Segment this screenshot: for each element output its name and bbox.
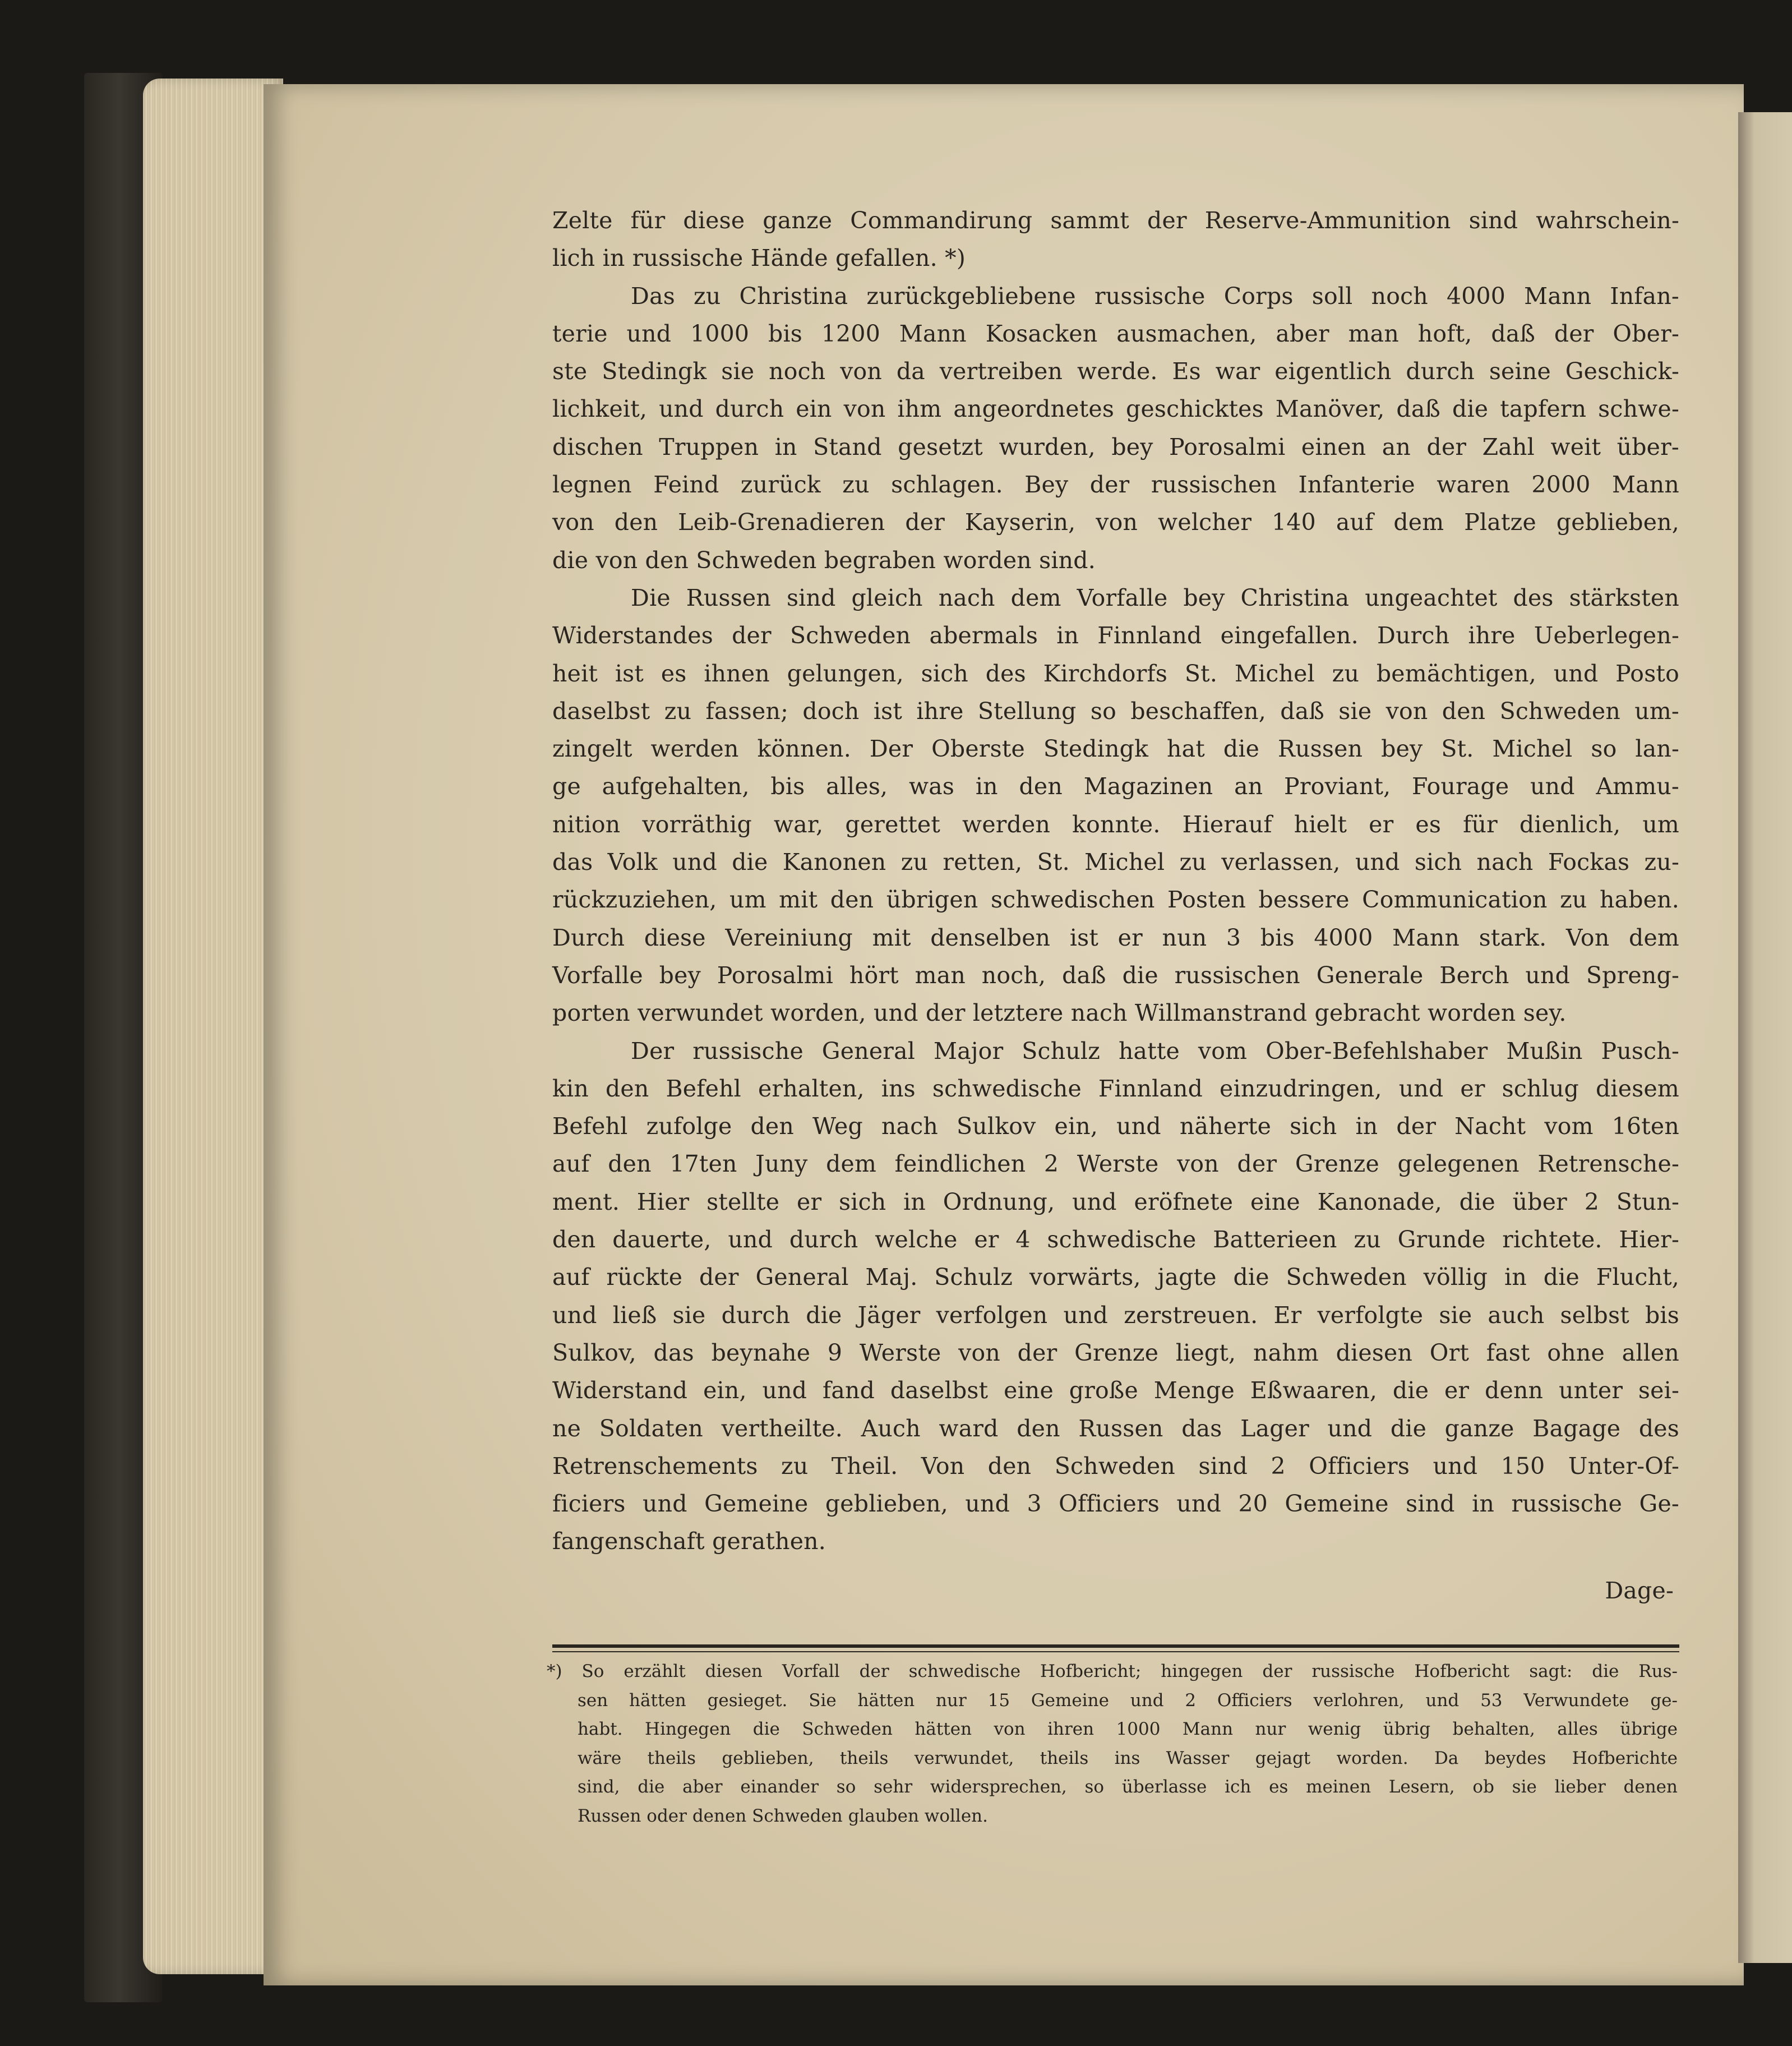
- text-line: dischen Truppen in Stand gesetzt wurden, bey Porosalmi einen an der Zahl weit über-: [552, 433, 1679, 460]
- footnote-line: sind, die aber einander so sehr widersprechen, so überlasse ich es meinen Lesern, ob sie lieber denen: [578, 1777, 1678, 1797]
- text-line: Das zu Christina zurückgebliebene russische Corps soll noch 4000 Mann Infan-: [631, 282, 1679, 310]
- text-line: den dauerte, und durch welche er 4 schwedische Batterieen zu Grunde richtete. Hier-: [552, 1226, 1679, 1254]
- text-line: ge aufgehalten, bis alles, was in den Magazinen an Proviant, Fourage und Ammu-: [552, 773, 1679, 800]
- text-line: ment. Hier stellte er sich in Ordnung, und eröfnete eine Kanonade, die über 2 Stun-: [552, 1188, 1679, 1215]
- text-line: porten verwundet worden, und der letztere nach Willmanstrand gebracht worden sey.: [552, 999, 1567, 1027]
- text-line: rückzuziehen, um mit den übrigen schwedischen Posten bessere Communication zu haben.: [552, 886, 1679, 914]
- text-line: Sulkov, das beynahe 9 Werste von der Grenze liegt, nahm diesen Ort fast ohne allen: [552, 1339, 1679, 1366]
- text-line: von den Leib-Grenadieren der Kayserin, von welcher 140 auf dem Platze geblieben,: [552, 509, 1679, 536]
- text-line: auf den 17ten Juny dem feindlichen 2 Werste von der Grenze gelegenen Retrensche-: [552, 1150, 1679, 1178]
- text-line: Widerstand ein, und fand daselbst eine große Menge Eßwaaren, die er denn unter sei-: [552, 1377, 1679, 1404]
- text-line: Durch diese Vereiniung mit denselben ist er nun 3 bis 4000 Mann stark. Von dem: [552, 924, 1679, 951]
- facing-page: [1738, 112, 1792, 1963]
- text-line: auf rückte der General Maj. Schulz vorwärts, jagte die Schweden völlig in die Flucht,: [552, 1264, 1679, 1291]
- text-line: Befehl zufolge den Weg nach Sulkov ein, und näherte sich in der Nacht vom 16ten: [552, 1113, 1679, 1140]
- text-line: Der russische General Major Schulz hatte vom Ober-Befehlshaber Mußin Pusch-: [631, 1037, 1679, 1065]
- text-line: legnen Feind zurück zu schlagen. Bey der russischen Infanterie waren 2000 Mann: [552, 471, 1679, 499]
- footnote-line: habt. Hingegen die Schweden hätten von ihren 1000 Mann nur wenig übrig behalten, alles übrige: [578, 1719, 1678, 1739]
- text-line: Die Russen sind gleich nach dem Vorfalle bey Christina ungeachtet des stärksten: [631, 584, 1679, 611]
- text-line: Retrenschements zu Theil. Von den Schweden sind 2 Officiers und 150 Unter-Of-: [552, 1452, 1679, 1480]
- text-line: Zelte für diese ganze Commandirung sammt der Reserve-Ammunition sind wahrschein-: [552, 207, 1679, 234]
- text-line: ne Soldaten vertheilte. Auch ward den Russen das Lager und die ganze Bagage des: [552, 1414, 1679, 1442]
- body-text: [552, 202, 1679, 1610]
- text-line: lich in russische Hände gefallen. *): [552, 245, 966, 272]
- text-line: kin den Befehl erhalten, ins schwedische Finnland einzudringen, und er schlug diesem: [552, 1075, 1679, 1102]
- footnote-line: wäre theils geblieben, theils verwundet, theils ins Wasser gejagt worden. Da beydes Hofberichte: [578, 1748, 1678, 1768]
- text-line: ste Stedingk sie noch von da vertreiben werde. Es war eigentlich durch seine Geschick-: [552, 358, 1679, 385]
- text-line: nition vorräthig war, gerettet werden konnte. Hierauf hielt er es für dienlich, um: [552, 810, 1679, 838]
- text-line: daselbst zu fassen; doch ist ihre Stellung so beschaffen, daß sie von den Schweden um-: [552, 697, 1679, 725]
- text-line: heit ist es ihnen gelungen, sich des Kirchdorfs St. Michel zu bemächtigen, und Posto: [552, 660, 1679, 687]
- text-line: terie und 1000 bis 1200 Mann Kosacken ausmachen, aber man hoft, daß der Ober-: [552, 320, 1679, 347]
- text-line: Vorfalle bey Porosalmi hört man noch, daß die russischen Generale Berch und Spreng-: [552, 961, 1679, 989]
- text-line: fangenschaft gerathen.: [552, 1528, 826, 1555]
- footnote-line: sen hätten gesieget. Sie hätten nur 15 Gemeine und 2 Officiers verlohren, und 53 Verwundete ge-: [578, 1690, 1678, 1711]
- footnote-line: *) So erzählt diesen Vorfall der schwedische Hofbericht; hingegen der russische Hofbericht sagt: die Rus-: [547, 1661, 1678, 1681]
- footnote-rule: [552, 1644, 1679, 1648]
- text-line: lichkeit, und durch ein von ihm angeordnetes geschicktes Manöver, daß die tapfern schwe-: [552, 395, 1679, 423]
- footnote-line: Russen oder denen Schweden glauben wollen.: [578, 1805, 988, 1826]
- footnote: [547, 1657, 1678, 1831]
- text-line: und ließ sie durch die Jäger verfolgen und zerstreuen. Er verfolgte sie auch selbst bis: [552, 1301, 1679, 1329]
- page-fore-edge: [143, 79, 283, 1974]
- text-line: das Volk und die Kanonen zu retten, St. Michel zu verlassen, und sich nach Fockas zu-: [552, 849, 1679, 876]
- text-line: Widerstandes der Schweden abermals in Finnland eingefallen. Durch ihre Ueberlegen-: [552, 622, 1679, 649]
- catchword: Dage-: [1605, 1577, 1674, 1604]
- text-line: die von den Schweden begraben worden sind.: [552, 546, 1096, 574]
- text-line: ficiers und Gemeine geblieben, und 3 Officiers und 20 Gemeine sind in russische Ge-: [552, 1490, 1679, 1518]
- text-line: zingelt werden können. Der Oberste Stedingk hat die Russen bey St. Michel so lan-: [552, 735, 1679, 763]
